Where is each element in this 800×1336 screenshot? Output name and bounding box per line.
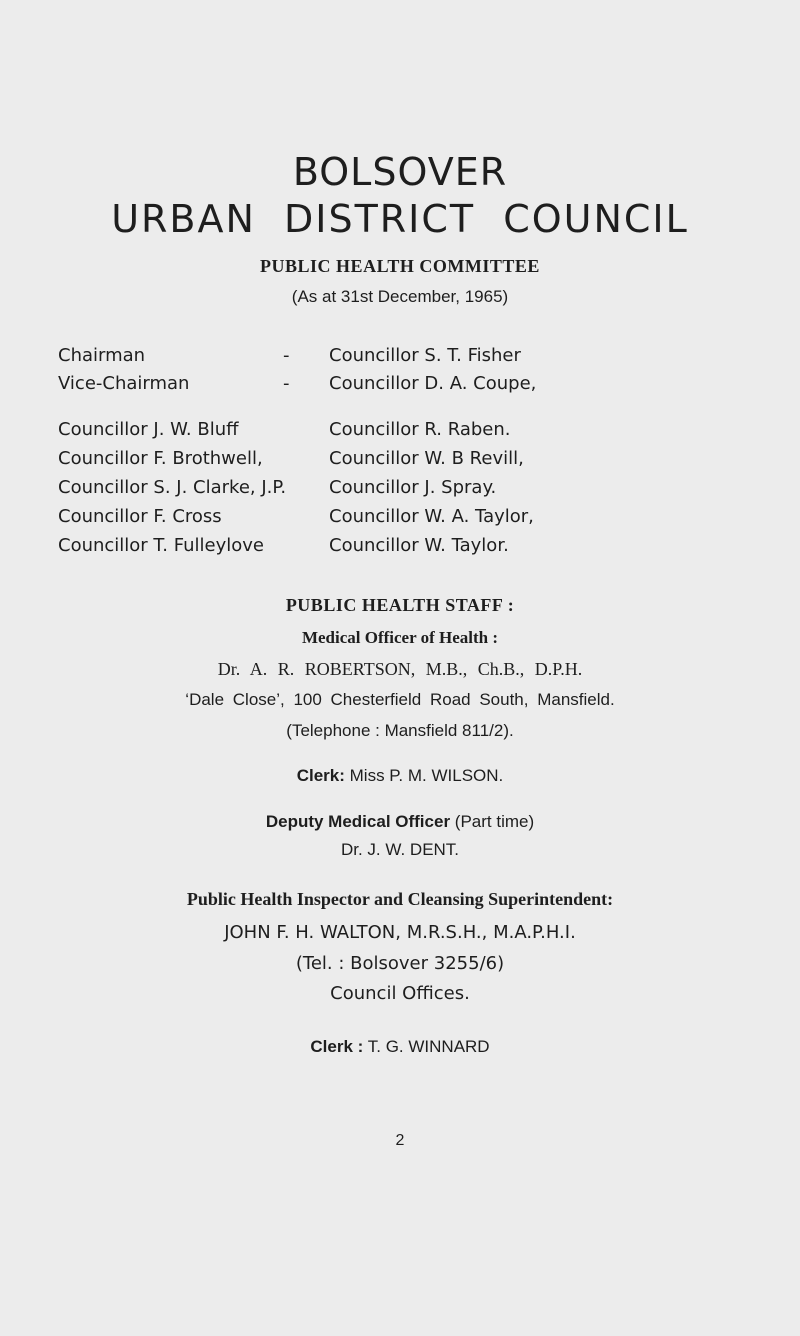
clerk2-name: T. G. WINNARD: [367, 1037, 490, 1056]
as-at-date: (As at 31st December, 1965): [291, 287, 509, 306]
member-row: [0, 477, 800, 505]
officer-dash: -: [283, 373, 290, 394]
member-row: [0, 506, 800, 534]
moh-title: Medical Officer of Health :: [301, 628, 499, 647]
staff-heading: PUBLIC HEALTH STAFF :: [285, 595, 515, 615]
vice-chairman-row: [0, 373, 800, 401]
phi-title-line: [0, 889, 800, 910]
page-number: 2: [395, 1132, 405, 1149]
member-right: Councillor R. Raben.: [329, 419, 511, 440]
officer-dash: -: [283, 345, 290, 366]
phi-telephone: (Tel. : Bolsover 3255/6): [295, 953, 505, 974]
member-right: Councillor W. A. Taylor,: [329, 506, 534, 527]
deputy-line: [0, 812, 800, 832]
phi-title: Public Health Inspector and Cleansing Superintendent:: [186, 889, 614, 909]
deputy-note: (Part time): [454, 812, 535, 831]
deputy-name: Dr. J. W. DENT.: [340, 840, 460, 859]
committee-title: PUBLIC HEALTH COMMITTEE: [260, 256, 540, 276]
deputy-label: Deputy Medical Officer: [265, 812, 451, 831]
member-right: Councillor W. B Revill,: [329, 448, 524, 469]
officer-name: Councillor D. A. Coupe,: [329, 373, 537, 394]
officer-name: Councillor S. T. Fisher: [329, 345, 521, 366]
clerk2-label: Clerk :: [310, 1037, 364, 1056]
council-name-line1: BOLSOVER: [292, 150, 508, 194]
phi-name: JOHN F. H. WALTON, M.R.S.H., M.A.P.H.I.: [224, 922, 576, 943]
phi-office: Council Offices.: [330, 983, 470, 1004]
officer-role: Vice-Chairman: [58, 373, 190, 394]
moh-telephone: (Telephone : Mansfield 811/2).: [286, 721, 514, 740]
chairman-row: [0, 345, 800, 373]
member-row: [0, 535, 800, 563]
member-right: Councillor J. Spray.: [329, 477, 497, 498]
clerk-line: [0, 766, 800, 786]
member-left: Councillor F. Cross: [58, 506, 222, 527]
member-row: [0, 419, 800, 447]
moh-address: ‘Dale Close’, 100 Chesterfield Road South, Mansfield.: [185, 690, 615, 709]
member-row: [0, 448, 800, 476]
clerk-name: Miss P. M. WILSON.: [349, 766, 504, 785]
member-left: Councillor S. J. Clarke, J.P.: [58, 477, 287, 498]
member-left: Councillor T. Fulleylove: [58, 535, 264, 556]
member-left: Councillor F. Brothwell,: [58, 448, 263, 469]
clerk-label: Clerk:: [296, 766, 345, 785]
member-left: Councillor J. W. Bluff: [58, 419, 239, 440]
officer-role: Chairman: [58, 345, 146, 366]
council-name-line2: URBAN DISTRICT COUNCIL: [111, 197, 689, 241]
member-right: Councillor W. Taylor.: [329, 535, 509, 556]
clerk2-line: [0, 1037, 800, 1057]
moh-name: Dr. A. R. ROBERTSON, M.B., Ch.B., D.P.H.: [217, 659, 583, 679]
